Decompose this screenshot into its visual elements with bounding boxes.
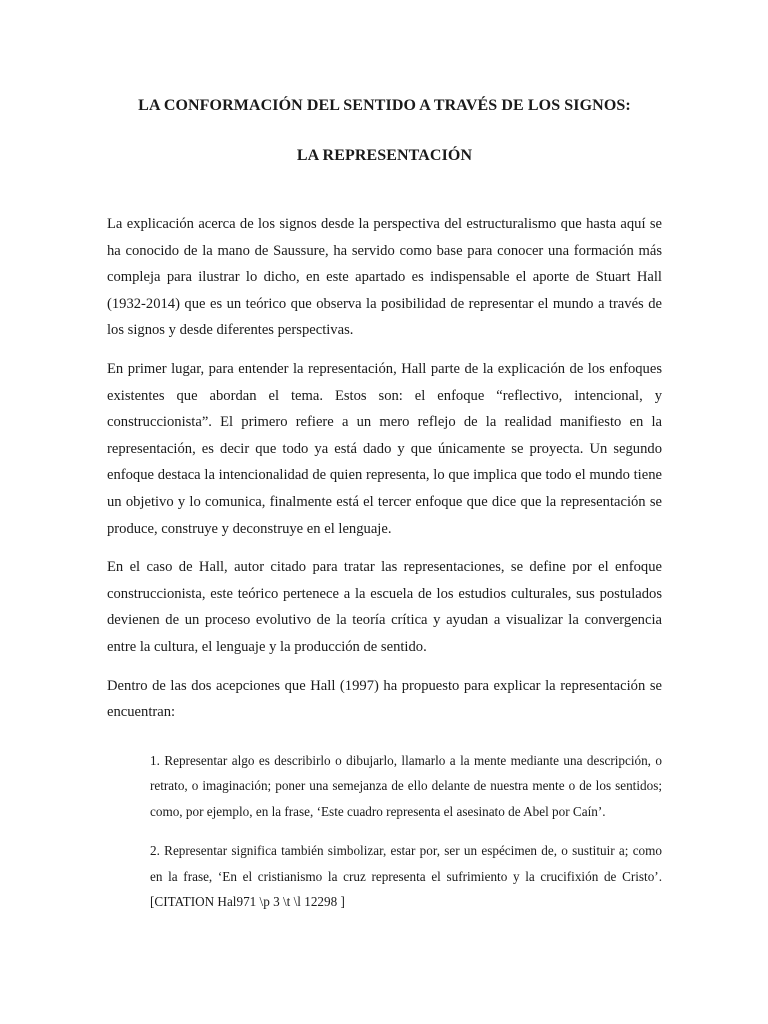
paragraph-approaches: En primer lugar, para entender la representación, Hall parte de la explicación de los enfoques existentes que abordan el tema. Estos son: el enfoque “reflectivo, intencional, y construccionista”. El primero refiere a un mero reflejo de la realidad manifiesto en la representación, es decir que todo ya está dado y que únicamente se proyecta. Un segundo enfoque destaca la intencionalidad de quien representa, lo que implica que todo el mundo tiene un objetivo y lo comunica, finalmente está el tercer enfoque que dice que la representación se produce, construye y deconstruye en el lenguaje. (107, 360, 662, 537)
quote-list (107, 748, 662, 915)
document-title: LA CONFORMACIÓN DEL SENTIDO A TRAVÉS DE LOS SIGNOS: (138, 97, 631, 114)
document-subtitle: LA REPRESENTACIÓN (296, 147, 473, 164)
quote-item-1: 1. Representar algo es describirlo o dibujarlo, llamarlo a la mente mediante una descripción, o retrato, o imaginación; poner una semejanza de ello delante de nuestra mente o de los sentidos; como, por ejemplo, en la frase, ‘Este cuadro representa el asesinato de Abel por Caín’. (150, 752, 662, 819)
quote-item-2: 2. Representar significa también simbolizar, estar por, ser un espécimen de, o sustituir a; como en la frase, ‘En el cristianismo la cruz representa el sufrimiento y la crucifixión de Cristo’.[CITATION Hal971 \p 3 \t \l 12298 ] (150, 843, 662, 910)
document-body (107, 211, 662, 915)
paragraph-acepciones: Dentro de las dos acepciones que Hall (1997) ha propuesto para explicar la representación se encuentran: (107, 677, 662, 721)
paragraph-intro: La explicación acerca de los signos desde la perspectiva del estructuralismo que hasta aquí se ha conocido de la mano de Saussure, ha servido como base para conocer una formación más compleja para ilustrar lo dicho, en este apartado es indispensable el aporte de Stuart Hall (1932-2014) que es un teórico que observa la posibilidad de representar el mundo a través de los signos y desde diferentes perspectivas. (107, 216, 662, 339)
paragraph-hall-construccionista: En el caso de Hall, autor citado para tratar las representaciones, se define por el enfoque construccionista, este teórico pertenece a la escuela de los estudios culturales, sus postulados devienen de un proceso evolutivo de la teoría crítica y ayudan a visualizar la convergencia entre la cultura, el lenguaje y la producción de sentido. (107, 559, 662, 655)
